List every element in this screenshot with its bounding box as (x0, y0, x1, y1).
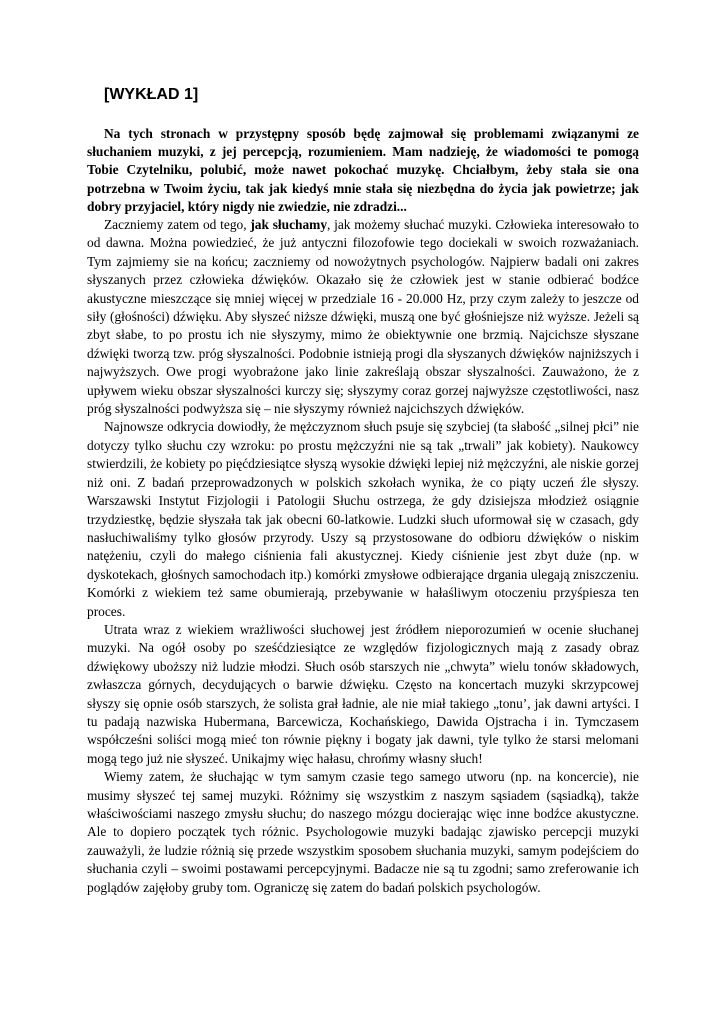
lecture-heading: [WYKŁAD 1] (104, 86, 199, 103)
paragraph-1-bold-phrase: jak słuchamy (250, 217, 328, 233)
lead-paragraph: Na tych stronach w przystępny sposób będę zajmował się problemami związanymi ze słuchaniem muzyki, z jej percepcją, rozumieniem. Mam nadzieję, że wiadomości te pomogą Tobie Czytelniku, polubić, może nawet pokochać muzykę. Chciałbym, żeby stała sie ona potrzebna w Twoim życiu, tak jak kiedyś mnie stała się niezbędna do życia jak powietrze; jak dobry przyjaciel, który nigdy nie zwiedzie, nie zdradzi... (87, 126, 639, 214)
paragraph-2: Najnowsze odkrycia dowiodły, że mężczyznom słuch psuje się szybciej (ta słabość „silnej płci” nie dotyczy tylko słuchu czy wzroku: po prostu mężczyźni nie są tak „trwali” jak kobiety). Naukowcy stwierdzili, że kobiety po pięćdziesiątce słyszą wysokie dźwięki lepiej niż mężczyźni, ale niskie gorzej niż oni. Z badań przeprowadzonych w polskich szkołach wynika, że co piąty uczeń źle słyszy. Warszawski Instytut Fizjologii i Patologii Słuchu ostrzega, że gdy dzisiejsza młodzież osiągnie trzydziestkę, będzie słyszała tak jak obecni 60-latkowie. Ludzki słuch uformował się w czasach, gdy nasłuchiwaliśmy tylko głosów przyrody. Uszy są przystosowane do odbioru dźwięków o niskim natężeniu, czyli do małego ciśnienia fali akustycznej. Kiedy ciśnienie jest zbyt duże (np. w dyskotekach, głośnych samochodach itp.) komórki zmysłowe odbierające drgania ulegają zniszczeniu. Komórki z wiekiem też same obumierają, przebywanie w hałaśliwym otoczeniu przyśpiesza ten proces. (87, 419, 639, 619)
paragraph-3: Utrata wraz z wiekiem wrażliwości słuchowej jest źródłem nieporozumień w ocenie słuchanej muzyki. Na ogół osoby po sześćdziesiątce ze względów fizjologicznych mają z zasady obraz dźwiękowy uboższy niż ludzie młodzi. Słuch osób starszych nie „chwyta” wielu tonów składowych, zwłaszcza górnych, decydujących o barwie dźwięku. Często na koncertach muzyki skrzypcowej słyszy się opnie osób starszych, że solista grał ładnie, ale nie miał takiego „tonu’, jak dawni artyści. I tu padają nazwiska Hubermana, Barcewicza, Kochańskiego, Dawida Ojstracha i in. Tymczasem współcześni soliści mogą mieć ton równie piękny i bogaty jak dawni, tyle tylko że starsi melomani mogą tego już nie słyszeć. Unikajmy więc hałasu, chrońmy własny słuch! (87, 621, 639, 766)
paragraph-1-rest: , jak możemy słuchać muzyki. Człowieka interesowało to od dawna. Można powiedzieć, że już antyczni filozofowie tego dociekali w swoich rozważaniach. Tym zajmiemy sie na końcu; zaczniemy od nowożytnych psychologów. Najpierw badali oni zakres słyszanych przez człowieka dźwięków. Okazało się że człowiek jest w stanie odbierać bodźce akustyczne mieszczące się mniej więcej w przedziale 16 - 20.000 Hz, przy czym zależy to jeszcze od siły (głośności) dźwięku. Aby słyszeć niższe dźwięki, muszą one być głośniejsze niż wyższe. Jeżeli są zbyt słabe, to po prostu ich nie słyszymy, mimo że obiektywnie one brzmią. Najcichsze słyszane dźwięki tworzą tzw. próg słyszalności. Podobnie istnieją progi dla słyszanych dźwięków najniższych i najwyższych. Owe progi wyobrażone jako linie zakreślają obszar słyszalności. Zauważono, że z upływem wieku obszar słyszalności kurczy się; słyszymy coraz gorzej najwyższe częstotliwości, nasz próg słyszalności podwyższa się – nie słyszymy również najcichszych dźwięków. (87, 217, 639, 417)
paragraph-4: Wiemy zatem, że słuchając w tym samym czasie tego samego utworu (np. na koncercie), nie musimy słyszeć tej samej muzyki. Różnimy się wszystkim z naszym sąsiadem (sąsiadką), także właściwościami naszego zmysłu słuchu; do naszego mózgu docierając więc inne bodźce akustyczne. Ale to dopiero początek tych różnic. Psychologowie muzyki badając zjawisko percepcji muzyki zauważyli, że ludzie różnią się przede wszystkim sposobem słuchania muzyki, samym podejściem do słuchania czyli – swoimi postawami percepcyjnymi. Badacze nie są tu zgodni; samo zreferowanie ich poglądów zajęłoby gruby tom. Ograniczę się zatem do badań polskich psychologów. (87, 769, 639, 895)
document-page (87, 84, 639, 897)
paragraph-1 (87, 216, 639, 418)
paragraph-1-start: Zaczniemy zatem od tego, (104, 217, 251, 233)
